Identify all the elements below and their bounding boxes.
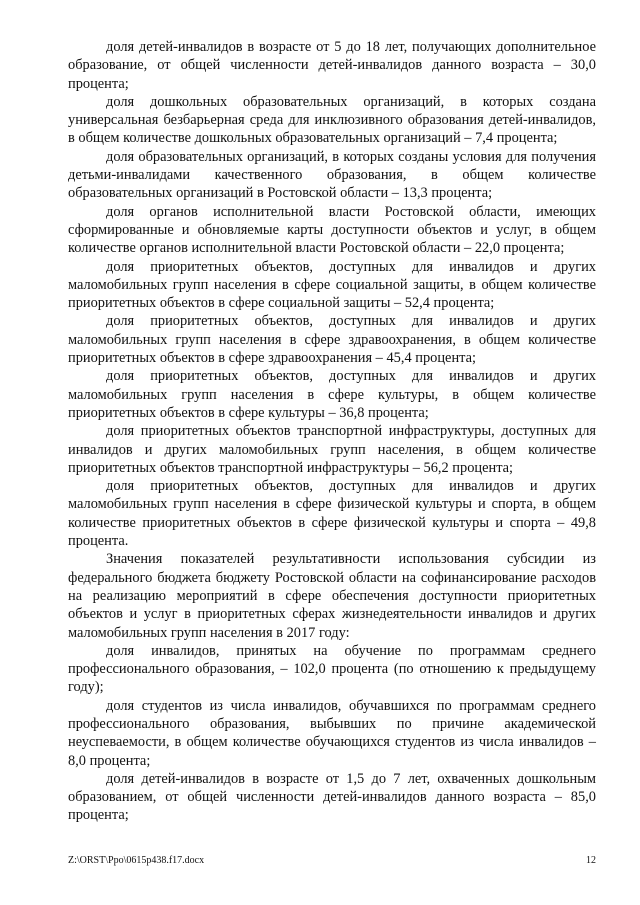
paragraph: доля приоритетных объектов, доступных для инвалидов и других маломобильных групп населения в сфере культуры, в общем количестве приоритетных объектов в сфере культуры – 36,8 процента; — [68, 368, 596, 421]
paragraph: Значения показателей результативности использования субсидии из федерального бюджета бюджету Ростовской области на софинансирование расходов на реализацию мероприятий в сфере обеспечения доступности приоритетных объектов и услуг в приоритетных сферах жизнедеятельности инвалидов и других маломобильных групп населения в 2017 году: — [68, 551, 596, 641]
paragraph: доля приоритетных объектов, доступных для инвалидов и других маломобильных групп населения в сфере здравоохранения, в общем количестве приоритетных объектов в сфере здравоохранения – 45,4 процента; — [68, 313, 596, 367]
page-number: 12 — [586, 855, 596, 866]
paragraph: доля инвалидов, принятых на обучение по программам среднего профессионального образования, – 102,0 процента (по отношению к предыдущему году); — [68, 642, 596, 696]
paragraph: доля студентов из числа инвалидов, обучавшихся по программам среднего профессионального образования, выбывших по причине академической неуспеваемости, в общем количестве обучающихся студентов из числа инвалидов – 8,0 процента; — [68, 697, 596, 769]
paragraph: доля приоритетных объектов транспортной инфраструктуры, доступных для инвалидов и других маломобильных групп населения, в общем количестве приоритетных объектов транспортной инфраструктуры – 56,2 процента; — [68, 423, 596, 476]
paragraph: доля приоритетных объектов, доступных для инвалидов и других маломобильных групп населения в сфере физической культуры и спорта, в общем количестве приоритетных объектов в сфере физической культуры и спорта – 49,8 процента. — [68, 478, 596, 550]
paragraph: доля детей-инвалидов в возрасте от 5 до 18 лет, получающих дополнительное образование, от общей численности детей-инвалидов данного возраста – 30,0 процента; — [68, 39, 596, 92]
paragraph: доля детей-инвалидов в возрасте от 1,5 до 7 лет, охваченных дошкольным образованием, от общей численности детей-инвалидов данного возраста – 85,0 процента; — [68, 770, 596, 824]
paragraph: доля приоритетных объектов, доступных для инвалидов и других маломобильных групп населения в сфере социальной защиты, в общем количестве приоритетных объектов в сфере социальной защиты – 52,4 процента; — [68, 258, 596, 312]
paragraph: доля образовательных организаций, в которых созданы условия для получения детьми-инвалидами качественного образования, в общем количестве образовательных организаций в Ростовской области – 13,3 процента; — [68, 148, 596, 202]
paragraph: доля дошкольных образовательных организаций, в которых создана универсальная безбарьерная среда для инклюзивного образования детей-инвалидов, в общем количестве дошкольных образовательных организаций – 7,4 процента; — [68, 93, 596, 147]
footer-file-path: Z:\ORST\Ppo\0615p438.f17.docx — [68, 855, 205, 866]
paragraph: доля органов исполнительной власти Ростовской области, имеющих сформированные и обновляемые карты доступности объектов и услуг, в общем количестве органов исполнительной власти Ростовской области – 22,0 процента; — [68, 203, 596, 257]
document-body — [68, 38, 596, 825]
